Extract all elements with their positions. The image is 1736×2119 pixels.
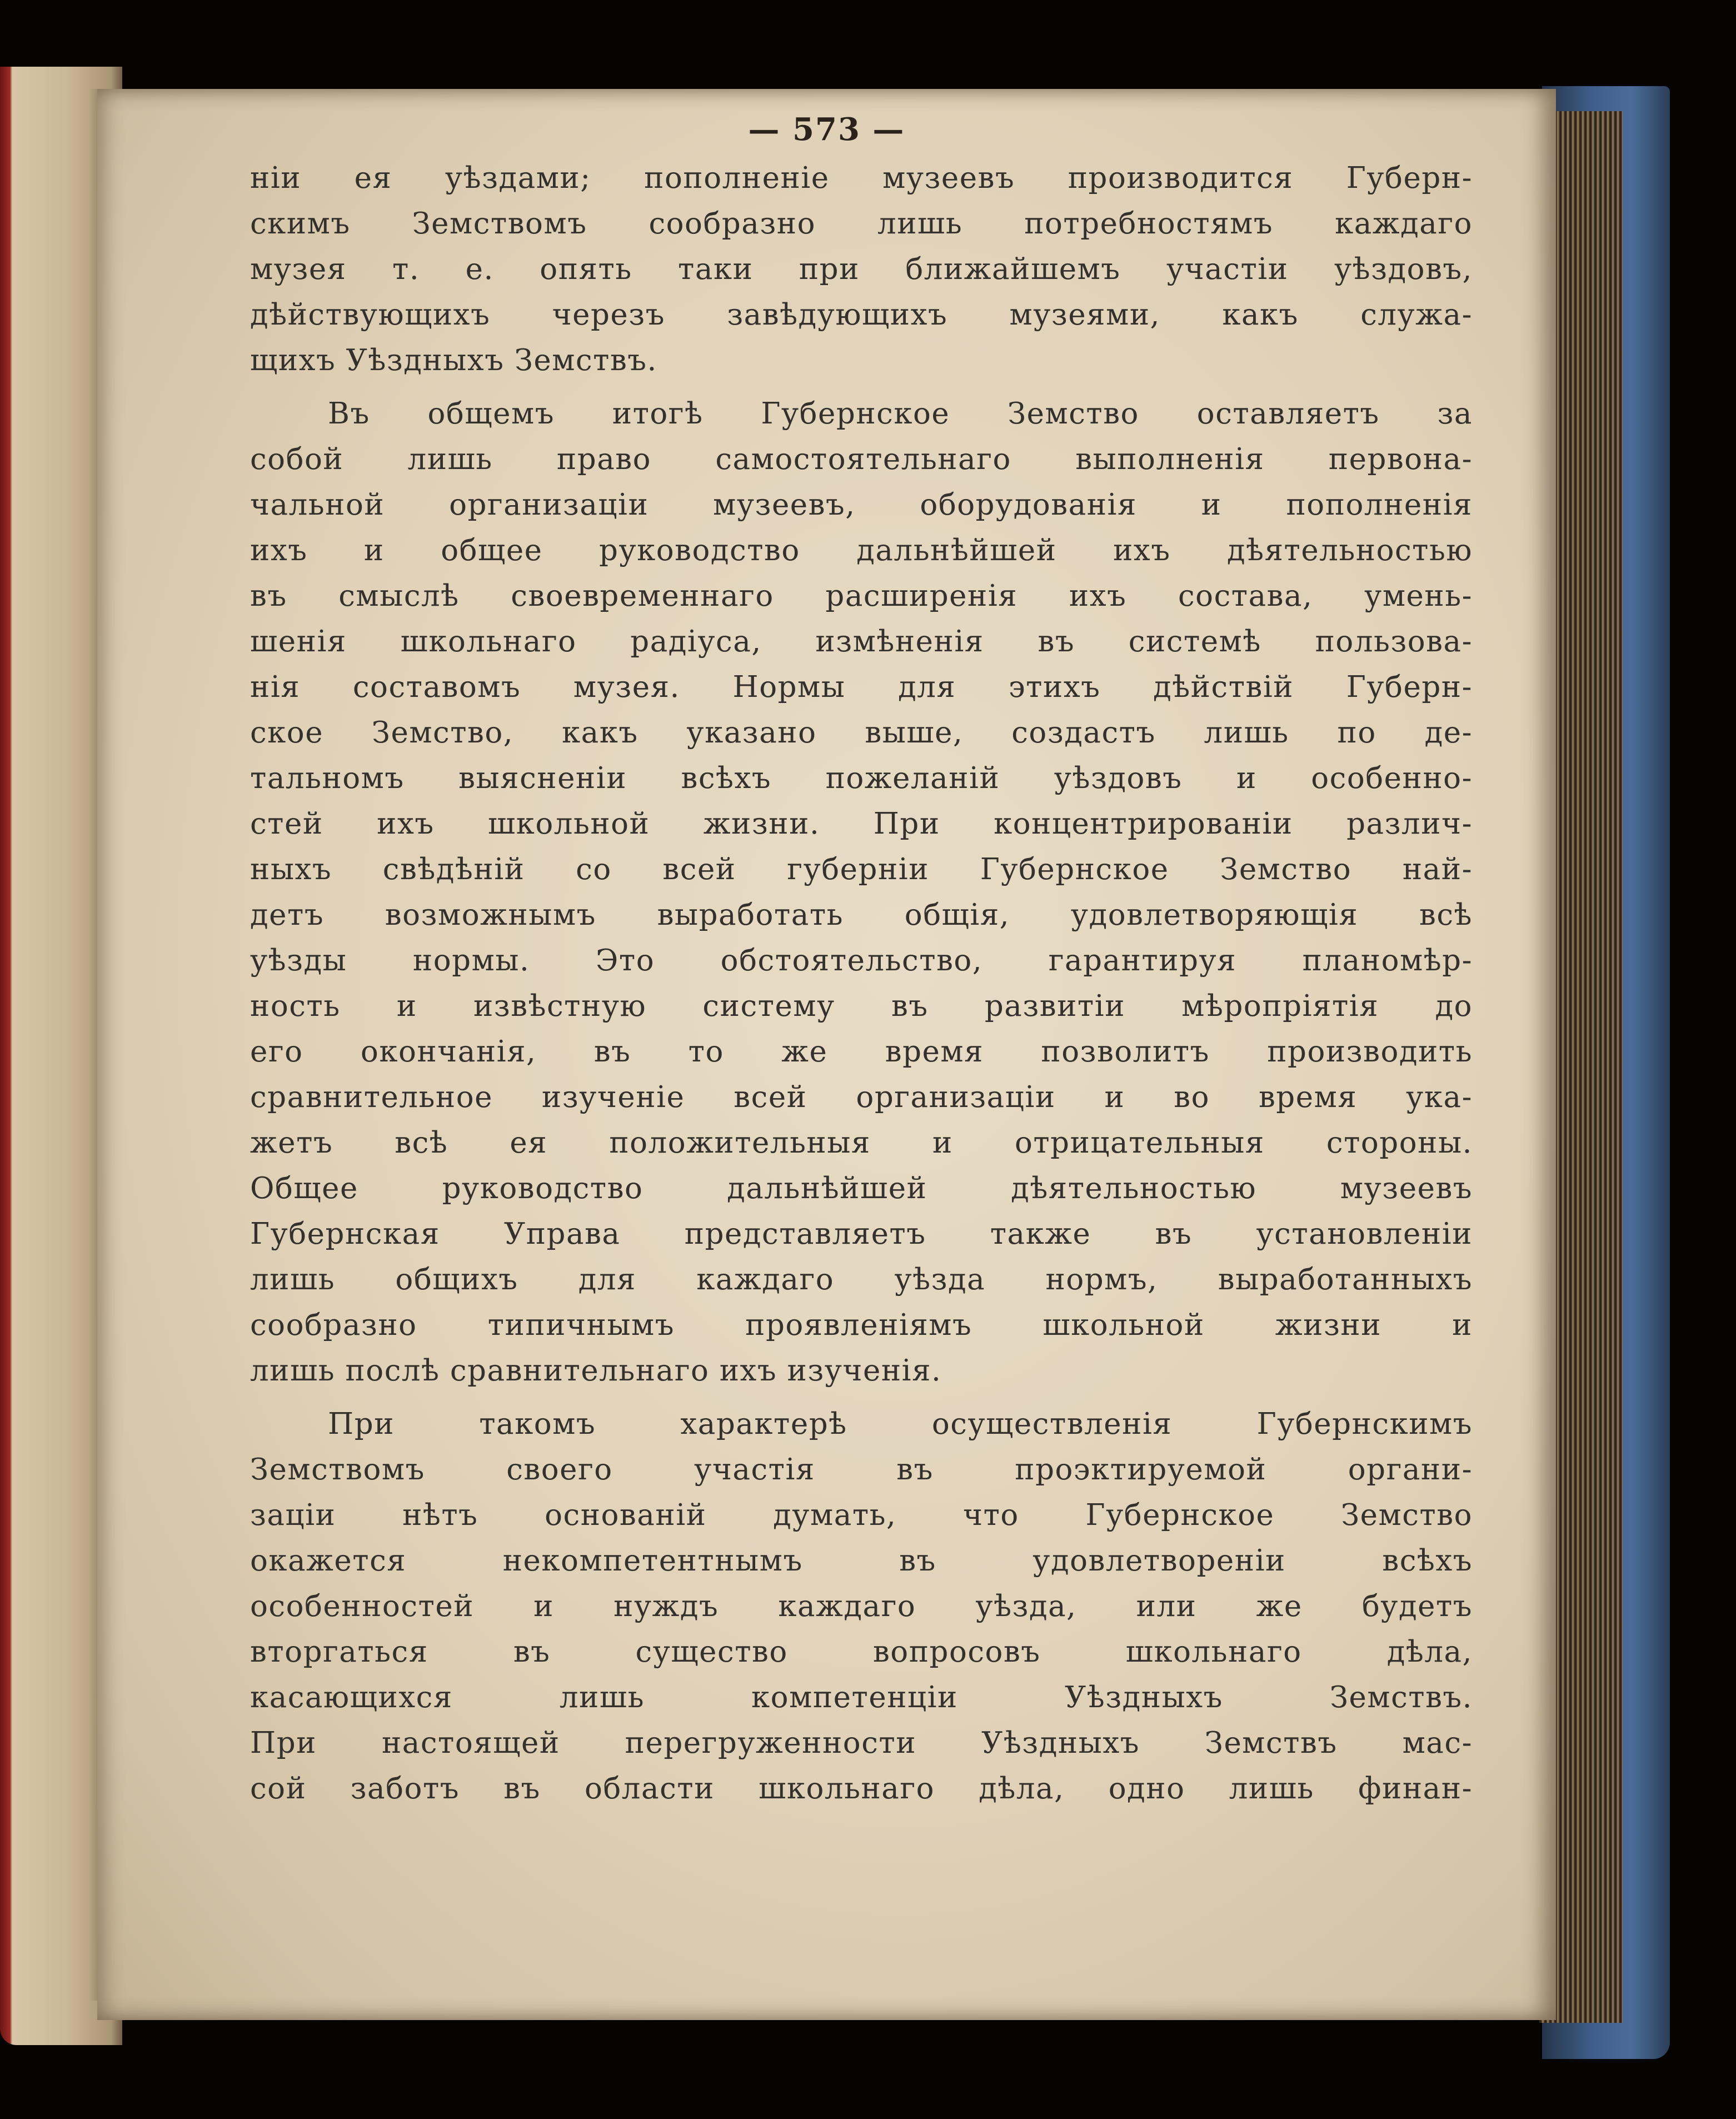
page-number: — 573 — [748,111,905,148]
text-line: уѣзды нормы. Это обстоятельство, гарантируя планомѣр- [250,944,1473,978]
text-line: При такомъ характерѣ осуществленiя Губернскимъ [328,1407,1473,1441]
text-line: лишь общихъ для каждаго уѣзда нормъ, выработанныхъ [250,1263,1473,1297]
text-line: сравнительное изученiе всей организацiи и во время ука- [250,1080,1473,1114]
text-line: сой заботъ въ области школьнаго дѣла, одно лишь финан- [250,1772,1473,1806]
paragraph-3 [250,1402,1473,1812]
text-line: ихъ и общее руководство дальнѣйшей ихъ дѣятельностью [250,534,1473,567]
text-line: дѣйствующихъ черезъ завѣдующихъ музеями, какъ служа- [250,298,1473,332]
paragraph-1 [250,156,1473,383]
text-line: Губернская Управа представляетъ также въ установленiи [250,1217,1473,1251]
text-line: въ смыслѣ своевременнаго расширенiя ихъ состава, умень- [250,579,1473,613]
text-line: музея т. е. опять таки при ближайшемъ участiи уѣздовъ, [250,252,1473,286]
text-line: касающихся лишь компетенцiи Уѣздныхъ Земствъ. [250,1681,1473,1714]
text-line: При настоящей перегруженности Уѣздныхъ Земствъ мас- [250,1726,1473,1760]
text-line: нiи ея уѣздами; пополненiе музеевъ производится Губерн- [250,161,1473,195]
text-line: тальномъ выясненiи всѣхъ пожеланiй уѣздовъ и особенно- [250,761,1473,795]
text-line: стей ихъ школьной жизни. При концентрированiи различ- [250,807,1473,841]
paragraph-2 [250,391,1473,1394]
text-line: сообразно типичнымъ проявленiямъ школьной жизни и [250,1308,1473,1342]
text-line: Земствомъ своего участiя въ проэктируемой органи- [250,1453,1473,1487]
text-line: детъ возможнымъ выработать общiя, удовлетворяющiя всѣ [250,898,1473,932]
text-line: его окончанiя, въ то же время позволитъ производить [250,1035,1473,1069]
book-page [97,89,1556,2020]
text-line: щихъ Уѣздныхъ Земствъ. [250,343,657,377]
text-line: собой лишь право самостоятельнаго выполненiя первона- [250,442,1473,476]
text-line: ность и извѣстную систему въ развитiи мѣропрiятiя до [250,989,1473,1023]
text-line: скимъ Земствомъ сообразно лишь потребностямъ каждаго [250,207,1473,241]
text-line: окажется некомпетентнымъ въ удовлетворенiи всѣхъ [250,1544,1473,1578]
text-line: ныхъ свѣдѣнiй со всей губернiи Губернское Земство най- [250,852,1473,886]
text-line: зацiи нѣтъ основанiй думать, что Губернское Земство [250,1498,1473,1532]
text-line: лишь послѣ сравнительнаго ихъ изученiя. [250,1354,942,1388]
text-line: Въ общемъ итогѣ Губернское Земство оставляетъ за [328,397,1473,431]
text-line: шенiя школьнаго радiуса, измѣненiя въ системѣ пользова- [250,625,1473,659]
text-line: ское Земство, какъ указано выше, создастъ лишь по де- [250,716,1473,750]
text-line: чальной организацiи музеевъ, оборудованiя и пополненiя [250,488,1473,522]
text-line: Общее руководство дальнѣйшей дѣятельностью музеевъ [250,1171,1473,1205]
body-text [250,156,1473,1812]
text-line: жетъ всѣ ея положительныя и отрицательныя стороны. [250,1126,1473,1160]
text-line: нiя составомъ музея. Нормы для этихъ дѣйствiй Губерн- [250,670,1473,704]
text-line: особенностей и нуждъ каждаго уѣзда, или же будетъ [250,1589,1473,1623]
text-line: вторгаться въ существо вопросовъ школьнаго дѣла, [250,1635,1473,1669]
